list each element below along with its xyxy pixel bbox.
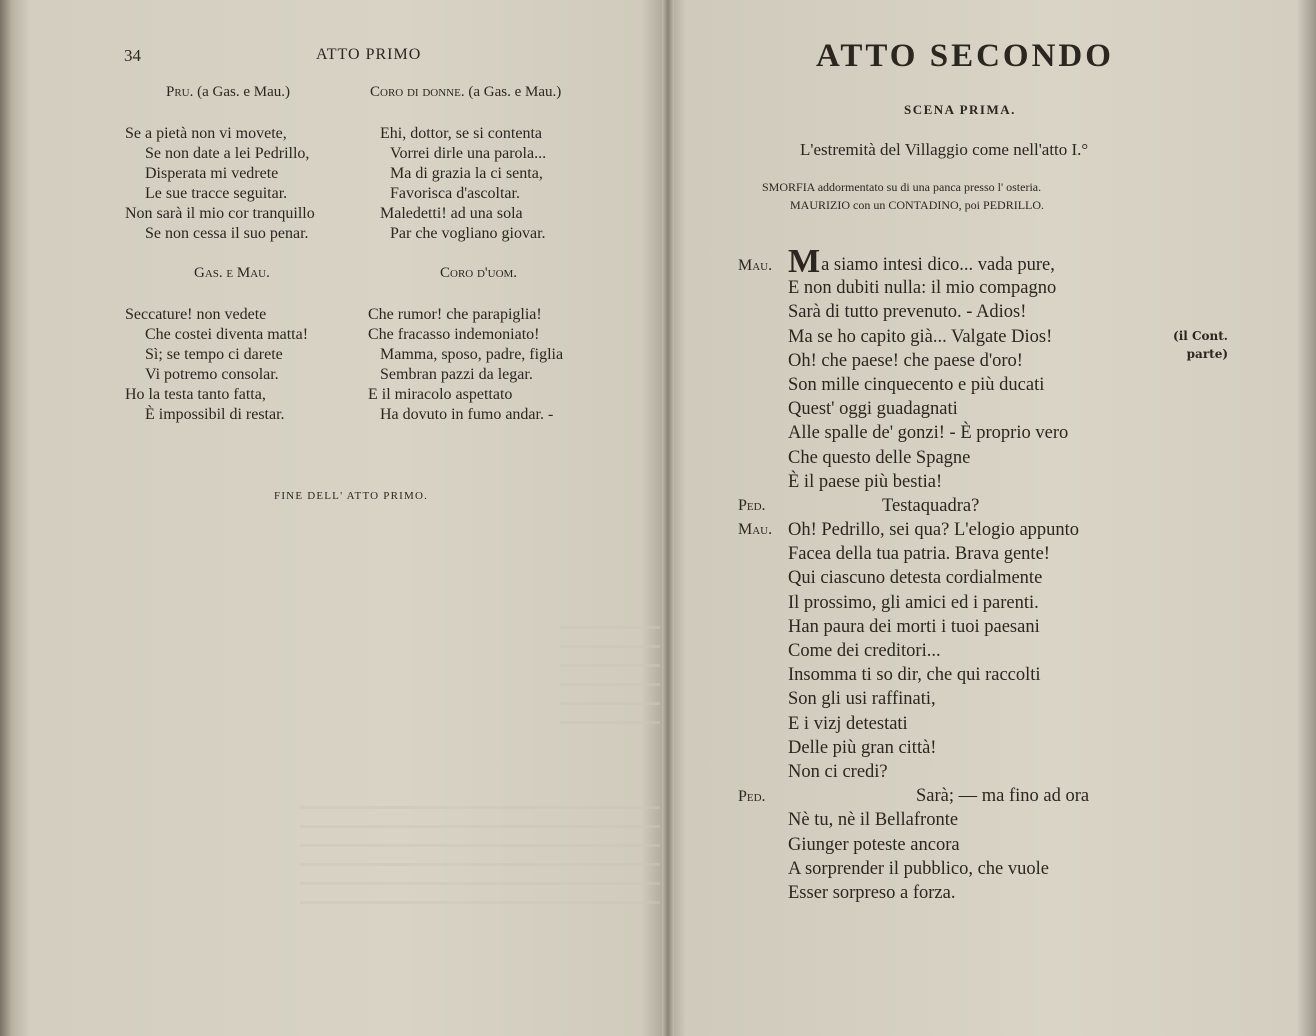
act-title: ATTO SECONDO (816, 38, 1114, 74)
verse-line: Non ci credi? (788, 761, 888, 782)
verse-line: Mamma, sposo, padre, figlia (380, 346, 564, 363)
verse-column-right (380, 124, 546, 244)
verse-line: Son gli usi raffinati, (788, 689, 936, 710)
show-through-texture (560, 610, 660, 740)
stage-direction: SMORFIA addormentato su di una panca presso l' osteria. (762, 180, 1042, 194)
verse-line: Vorrei dirle una parola... (390, 145, 547, 162)
verse-line: Ehi, dottor, se si contenta (380, 125, 542, 142)
verse-line: Come dei creditori... (788, 641, 941, 661)
dialogue-verse (788, 243, 1090, 905)
verse-line: Che rumor! che parapiglia! (368, 306, 542, 323)
verse-line: Testaquadra? (882, 495, 980, 516)
book-gutter (662, 0, 674, 1036)
verse-line: E non dubiti nulla: il mio compagno (788, 278, 1057, 299)
speaker-label: Mau. (738, 257, 773, 274)
verse-line: Disperata mi vedrete (145, 165, 279, 182)
verse-line: Ma di grazia la ci senta, (390, 165, 543, 182)
verse-line: Delle più gran città! (788, 737, 937, 758)
verse-line: Che questo delle Spagne (788, 447, 971, 468)
verse-line: Che costei diventa matta! (145, 326, 309, 343)
verse-line: E i vizj detestati (788, 713, 908, 734)
verse-line: Han paura dei morti i tuoi paesani (788, 616, 1040, 637)
speaker-heading (166, 84, 290, 101)
verse-column-left (125, 124, 315, 244)
verse-line: Favorisca d'ascoltar. (390, 185, 520, 202)
speaker-label: Ped. (738, 788, 766, 805)
verse-line: Sembran pazzi da legar. (380, 366, 533, 383)
verse-line: Ha dovuto in fumo andar. - (380, 406, 554, 423)
verse-line: Ma siamo intesi dico... vada pure, (788, 243, 1055, 280)
verse-line: Il prossimo, gli amici ed i parenti. (788, 592, 1039, 613)
speaker-name: Coro d'uom. (440, 265, 518, 281)
verse-line: Maledetti! ad una sola (380, 205, 523, 222)
end-of-act-note: FINE DELL' ATTO PRIMO. (274, 490, 429, 502)
verse-line: Le sue tracce seguitar. (145, 185, 288, 202)
speaker-note: (a Gas. e Mau.) (468, 84, 562, 100)
verse-line: Facea della tua patria. Brava gente! (788, 544, 1050, 565)
verse-line: Sarà di tutto prevenuto. - Adios! (788, 302, 1027, 323)
verse-line: Quest' oggi guadagnati (788, 399, 958, 420)
verse-column-right (368, 305, 563, 425)
speaker-name: Coro di donne. (370, 84, 465, 100)
stage-aside (1166, 327, 1228, 363)
verse-line: Sì; se tempo ci darete (145, 346, 283, 363)
speaker-name: Gas. e Mau. (194, 265, 270, 281)
verse-line: Seccature! non vedete (125, 306, 267, 323)
aside-line: (il Cont. (1173, 329, 1228, 343)
verse-line: Non sarà il mio cor tranquillo (125, 205, 315, 222)
speaker-heading (370, 84, 561, 101)
verse-line: È impossibil di restar. (145, 406, 285, 423)
verse-line: Qui ciascuno detesta cordialmente (788, 568, 1043, 589)
running-head: ATTO PRIMO (316, 46, 422, 63)
verse-line: È il paese più bestia! (788, 471, 943, 492)
drop-cap: M (788, 243, 821, 280)
verse-line: Sarà; — ma fino ad ora (916, 786, 1090, 807)
verse-line: Che fracasso indemoniato! (368, 326, 540, 343)
show-through-texture (300, 790, 660, 910)
scene-setting: L'estremità del Villaggio come nell'atto I.° (800, 140, 1089, 159)
verse-line: Giunger poteste ancora (788, 834, 960, 855)
verse-line: Vi potremo consolar. (145, 366, 279, 383)
verse-line: Nè tu, nè il Bellafronte (788, 810, 959, 831)
aside-line: parte) (1186, 347, 1228, 361)
verse-line: Son mille cinquecento e più ducati (788, 374, 1045, 395)
scene-title: SCENA PRIMA. (904, 102, 1016, 117)
verse-line: Se non cessa il suo penar. (145, 225, 309, 242)
verse-line: E il miracolo aspettato (368, 386, 513, 403)
verse-line: Se a pietà non vi movete, (125, 125, 287, 142)
verse-line: Ho la testa tanto fatta, (125, 386, 266, 403)
verse-line: Oh! Pedrillo, sei qua? L'elogio appunto (788, 520, 1080, 541)
verse-line: Oh! che paese! che paese d'oro! (788, 350, 1023, 371)
page-number: 34 (124, 46, 141, 65)
verse-line: Esser sorpreso a forza. (788, 882, 956, 903)
verse-line: Ma se ho capito già... Valgate Dios! (788, 326, 1053, 347)
verse-line: Alle spalle de' gonzi! - È proprio vero (788, 423, 1069, 444)
speaker-label: Mau. (738, 521, 773, 538)
verse-column-left (125, 305, 308, 425)
verse-line: Insomma ti so dir, che qui raccolti (788, 665, 1041, 686)
verse-line: Par che vogliano giovar. (390, 225, 546, 242)
verse-line: A sorprender il pubblico, che vuole (788, 858, 1049, 879)
speaker-label: Ped. (738, 497, 766, 514)
speaker-note: (a Gas. e Mau.) (197, 84, 291, 100)
speaker-name: Pru. (166, 84, 194, 100)
stage-direction: MAURIZIO con un CONTADINO, poi PEDRILLO. (790, 198, 1045, 212)
verse-line: Se non date a lei Pedrillo, (145, 145, 310, 162)
